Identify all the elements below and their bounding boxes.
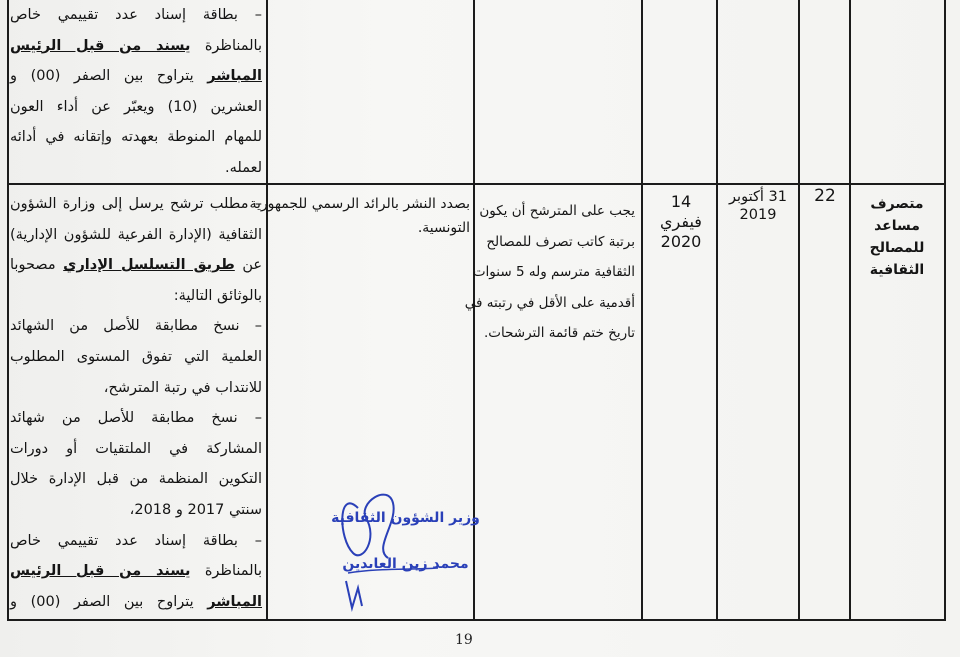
previous-row-requirements <box>10 0 262 184</box>
underlined-text: المباشر <box>207 68 263 85</box>
text-line: برتبة كاتب تصرف للمصالح <box>486 233 635 250</box>
underlined-text: يسند من قبل الرئيس <box>10 37 191 54</box>
text-fragment: يتراوح بين الصفر (00) و <box>10 68 194 85</box>
signature-scribble-icon <box>318 478 493 613</box>
table-border-left <box>7 0 9 621</box>
table-border-bottom <box>7 619 946 621</box>
text-line: أقدمية على الأقل في رتبته في <box>464 294 635 311</box>
text-line: يجب على المترشح أن يكون <box>479 203 635 219</box>
text-line <box>10 250 262 281</box>
publication-note <box>249 192 470 240</box>
text-line: التونسية. <box>417 220 470 236</box>
text-line: تاريخ ختم قائمة الترشحات. <box>483 325 635 342</box>
text-line: العشرين (10) ويعبّر عن أداء العون <box>10 98 262 115</box>
text-line: للانتداب في رتبة المترشح، <box>103 379 262 396</box>
text-line: – نسخ مطابقة للأصل من الشهائد <box>10 318 262 335</box>
text-fragment: يتراوح بين الصفر (00) و <box>10 593 194 610</box>
closing-date: 14 فيفري 2020 <box>660 192 702 251</box>
column-divider-5 <box>798 0 800 621</box>
positions-count: 22 <box>814 186 836 206</box>
underlined-text: طريق التسلسل الإداري <box>63 257 235 274</box>
text-line: – بطاقة إسناد عدد تقييمي خاص <box>10 7 262 23</box>
text-line: – نسخ مطابقة للأصل من شهائد <box>10 410 262 427</box>
text-line: الثقافية مترسم وله 5 سنوات <box>472 264 635 281</box>
eligibility-conditions <box>464 196 635 349</box>
column-divider-3 <box>641 0 643 621</box>
column-divider-1 <box>266 0 268 621</box>
text-line: المشاركة في الملتقيات أو دورات <box>10 440 262 457</box>
text-line: بصدد النشر بالرائد الرسمي للجمهورية <box>249 196 470 212</box>
application-requirements <box>10 189 262 617</box>
text-fragment: مصحوبا <box>10 257 56 274</box>
stamp-title: وزير الشؤون الثقافية <box>331 510 480 526</box>
column-divider-6 <box>849 0 851 621</box>
underlined-text: المباشر <box>207 593 263 610</box>
text-line: التكوين المنظمة من قبل الإدارة خلال <box>10 471 262 488</box>
text-line: لعمله. <box>225 159 262 176</box>
text-line: للمهام المنوطة بعهدته وإتقانه في أدائه <box>10 129 262 146</box>
text-line: – بطاقة إسناد عدد تقييمي خاص <box>10 532 262 549</box>
text-line: العلمية التي تفوق المستوى المطلوب <box>10 348 262 365</box>
underlined-text: يسند من قبل الرئيس <box>10 563 191 580</box>
text-line <box>10 31 262 62</box>
minister-signature-stamp <box>318 478 493 613</box>
column-divider-4 <box>716 0 718 621</box>
text-line <box>10 556 262 587</box>
stamp-name: محمد زين العابدين <box>342 556 469 572</box>
text-line: – مطلب ترشح يرسل إلى وزارة الشؤون <box>10 196 262 212</box>
text-fragment: بالمناظرة <box>204 563 262 580</box>
text-fragment: عن <box>242 257 263 274</box>
text-line: الثقافية (الإدارة الفرعية للشؤون الإدارية) <box>10 226 262 243</box>
text-fragment: بالمناظرة <box>204 37 262 54</box>
text-line <box>10 61 262 92</box>
text-line: بالوثائق التالية: <box>173 287 262 304</box>
page-number: 19 <box>455 632 473 648</box>
rank-cell: متصرف مساعد للمصالح الثقافية <box>869 196 925 278</box>
text-line: سنتي 2017 و 2018، <box>129 501 262 518</box>
opening-date: 31 أكتوبر 2019 <box>729 189 787 223</box>
text-line <box>10 587 262 618</box>
table-border-right <box>944 0 946 621</box>
